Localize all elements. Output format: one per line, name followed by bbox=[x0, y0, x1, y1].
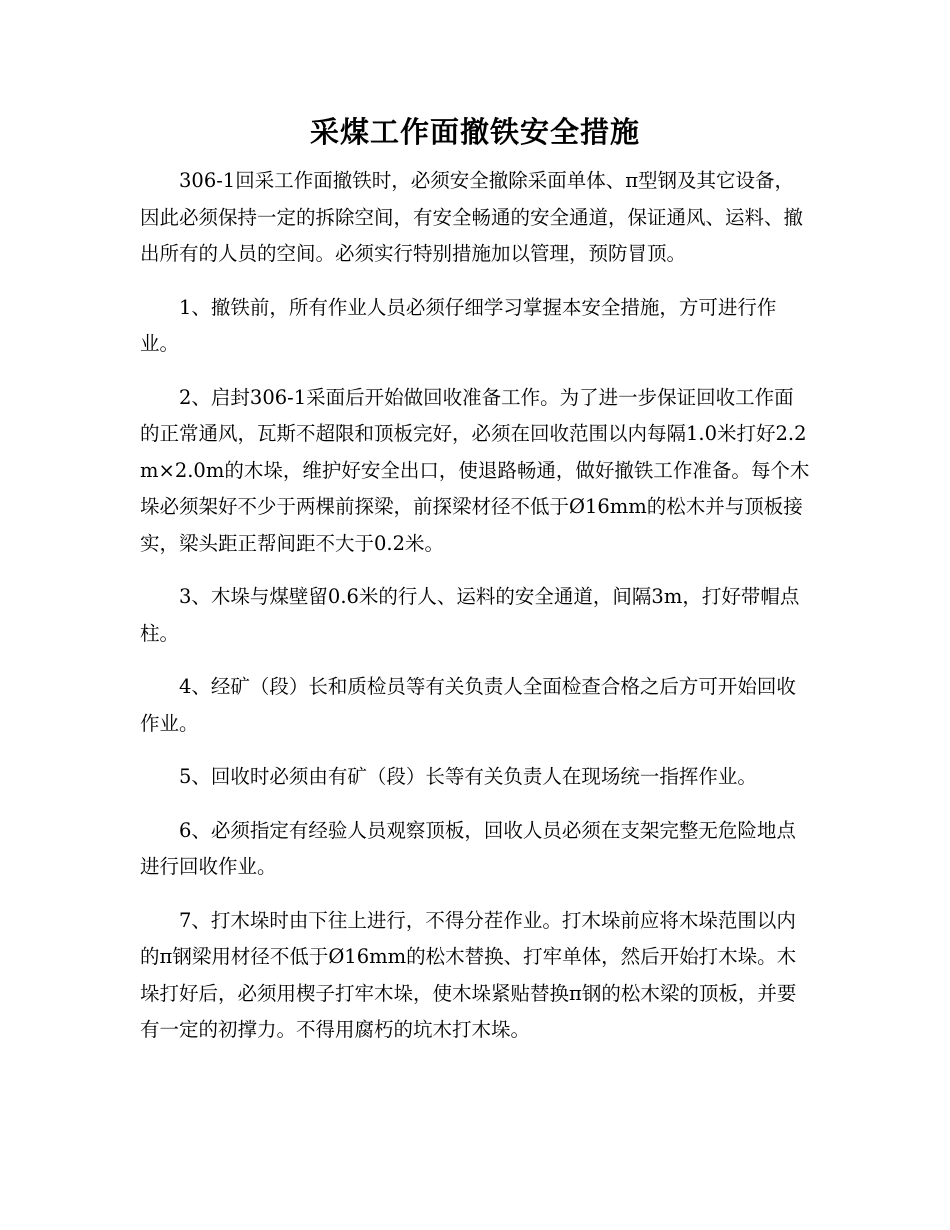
measure-paragraph-4: 4、经矿（段）长和质检员等有关负责人全面检查合格之后方可开始回收作业。 bbox=[140, 675, 796, 735]
document-body bbox=[140, 163, 810, 1066]
measure-paragraph-5: 5、回收时必须由有矿（段）长等有关负责人在现场统一指挥作业。 bbox=[179, 765, 757, 788]
document-title: 采煤工作面撤铁安全措施 bbox=[309, 115, 640, 149]
measure-paragraph-2: 2、启封306-1采面后开始做回收准备工作。为了进一步保证回收工作面的正常通风，瓦斯不超限和顶板完好，必须在回收范围以内每隔1.0米打好2.2m×2.0m的木垛，维护好安全出口，使退路畅通，做好撤铁工作准备。每个木垛必须架好不少于两棵前探梁，前探梁材径不低于Ø16mm的松木并与顶板接实，梁头距正帮间距不大于0.2米。 bbox=[140, 385, 810, 555]
measure-paragraph-7: 7、打木垛时由下往上进行，不得分茬作业。打木垛前应将木垛范围以内的π钢梁用材径不低于Ø16mm的松木替换、打牢单体，然后开始打木垛。木垛打好后，必须用楔子打牢木垛，使木垛紧贴替换π钢的松木梁的顶板，并要有一定的初撑力。不得用腐朽的坑木打木垛。 bbox=[140, 908, 797, 1041]
measure-paragraph-1: 1、撤铁前，所有作业人员必须仔细学习掌握本安全措施，方可进行作业。 bbox=[140, 295, 777, 355]
measure-paragraph-6: 6、必须指定有经验人员观察顶板，回收人员必须在支架完整无危险地点进行回收作业。 bbox=[140, 818, 796, 878]
intro-paragraph: 306-1回采工作面撤铁时，必须安全撤除采面单体、π型钢及其它设备，因此必须保持一定的拆除空间，有安全畅通的安全通道，保证通风、运料、撤出所有的人员的空间。必须实行特别措施加以管理，预防冒顶。 bbox=[140, 169, 804, 265]
measure-paragraph-3: 3、木垛与煤壁留0.6米的行人、运料的安全通道，间隔3m，打好带帽点柱。 bbox=[140, 585, 800, 645]
